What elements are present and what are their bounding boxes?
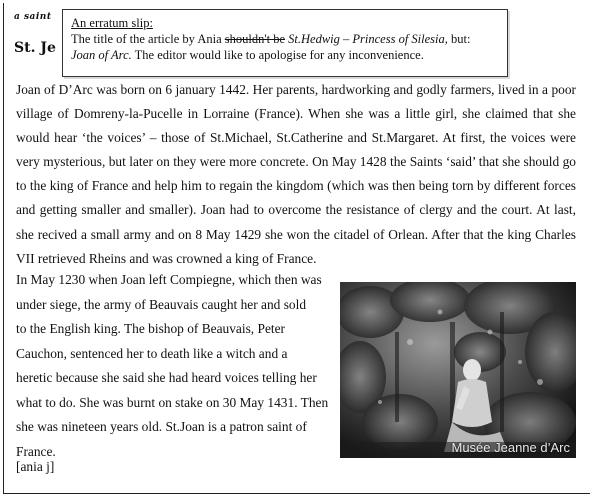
erratum-line-2 — [71, 48, 424, 63]
erratum-wrong-title: St.Hedwig – Princess of Silesia, — [288, 32, 448, 46]
article-side-paragraph — [16, 268, 334, 464]
paragraph-line: In May 1230 when Joan left Compiegne, which then was — [16, 272, 322, 287]
erratum-correct-title: Joan of Arc. — [71, 48, 132, 62]
photo-caption: Musée Jeanne d’Arc — [451, 440, 570, 455]
joan-statue-photo — [340, 282, 576, 458]
erratum-slip — [62, 9, 508, 77]
paragraph-line: under siege, the army of Beauvais caught her and sold — [16, 296, 307, 312]
paragraph-line: France. — [16, 443, 56, 459]
erratum-title: An erratum slip: — [71, 16, 153, 30]
erratum-struck-text: shouldn't be — [224, 32, 286, 46]
paragraph-line: she was nineteen years old. St.Joan is a patron saint of — [16, 419, 307, 434]
paragraph-line: what to do. She was burnt on stake on 30 May 1431. Then — [16, 394, 329, 410]
paragraph-line: Cauchon, sentenced her to death like a witch and a — [16, 345, 288, 361]
author-signature: [ania j] — [16, 459, 55, 474]
section-tag: a saint — [14, 12, 52, 22]
article-title-fragment: St. Je — [14, 40, 56, 56]
erratum-line-1 — [71, 32, 470, 47]
erratum-text-but: but: — [447, 32, 471, 46]
photo-illustration — [340, 282, 576, 458]
erratum-text: The title of the article by Ania — [71, 32, 225, 46]
article-main-paragraph: Joan of D’Arc was born on 6 january 1442. Her parents, hardworking and godly farmers, lived in a poor village of Domreny-la-Pucelle in Lorraine (France). When she was a little girl, she claimed that she would hear ‘the voices’ – those of St.Michael, St.Catherine and St.Margaret. At first, the voices were very mysterious, but later on they were more concrete. On May 1428 the Saints ‘said’ that she should go to the king of France and help him to regain the kingdom (which was then being torn by different forces and getting smaller and smaller). Joan had to overcome the resistance of clergy and the court. At last, she recived a small army and on 8 May 1429 she won the citadel of Orlean. After that the king Charles VII retrieved Rheins and was crowned a king of France. — [16, 82, 576, 266]
paragraph-line: heretic because she said she had heard voices telling her — [16, 370, 317, 385]
erratum-apology: The editor would like to apologise for any inconvenience. — [131, 48, 424, 62]
paragraph-line: to the English king. The bishop of Beauvais, Peter — [16, 321, 286, 336]
